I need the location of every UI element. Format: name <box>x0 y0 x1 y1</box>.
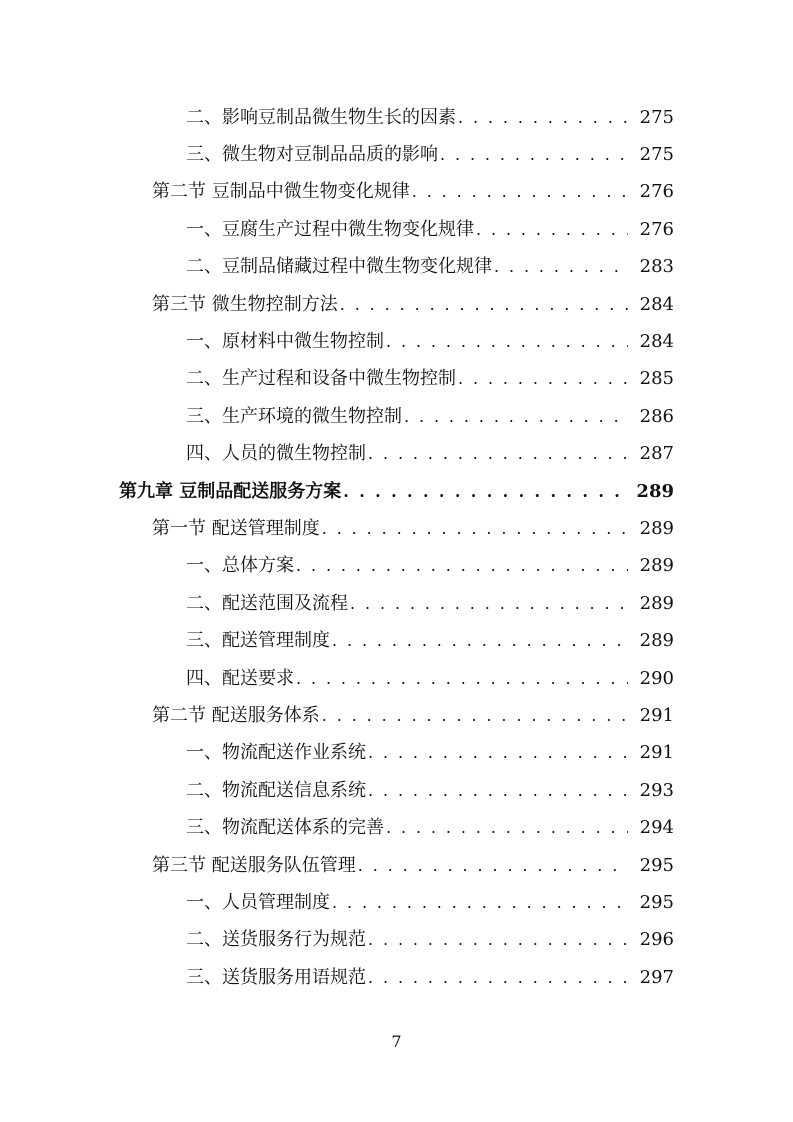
toc-entry-title: 一、豆腐生产过程中微生物变化规律 <box>186 218 474 240</box>
toc-entry-section[interactable] <box>0 847 793 884</box>
dot-leader <box>296 671 628 687</box>
toc-entry-item[interactable] <box>0 211 793 248</box>
toc-entry-title: 二、生产过程和设备中微生物控制 <box>186 368 456 390</box>
toc-entry-section[interactable] <box>0 510 793 547</box>
dot-leader <box>386 334 628 350</box>
toc-entry-item[interactable] <box>0 884 793 921</box>
toc-entry-chapter[interactable] <box>0 473 793 510</box>
dot-leader <box>476 222 628 238</box>
dot-leader <box>332 633 628 649</box>
table-of-contents <box>0 99 793 996</box>
toc-entry-title: 第二节 配送服务体系 <box>152 704 320 726</box>
toc-entry-title: 第一节 配送管理制度 <box>152 517 320 539</box>
toc-entry-item[interactable] <box>0 548 793 585</box>
toc-entry-item[interactable] <box>0 735 793 772</box>
dot-leader <box>458 371 628 387</box>
toc-entry-page: 276 <box>639 218 674 240</box>
toc-entry-title: 第二节 豆制品中微生物变化规律 <box>152 181 410 203</box>
toc-entry-item[interactable] <box>0 136 793 173</box>
toc-entry-title: 三、微生物对豆制品品质的影响 <box>186 144 438 166</box>
toc-entry-item[interactable] <box>0 249 793 286</box>
dot-leader <box>322 708 628 724</box>
toc-entry-page: 283 <box>639 256 674 278</box>
toc-entry-page: 289 <box>636 480 674 502</box>
toc-entry-title: 二、豆制品储藏过程中微生物变化规律 <box>186 256 492 278</box>
dot-leader <box>340 297 628 313</box>
toc-entry-page: 290 <box>639 667 674 689</box>
dot-leader <box>494 259 628 275</box>
toc-entry-title: 一、原材料中微生物控制 <box>186 331 384 353</box>
toc-entry-page: 284 <box>639 293 674 315</box>
toc-entry-page: 276 <box>639 181 674 203</box>
dot-leader <box>368 783 628 799</box>
dot-leader <box>322 521 628 537</box>
toc-entry-page: 296 <box>639 929 674 951</box>
toc-entry-title: 一、总体方案 <box>186 555 294 577</box>
toc-entry-item[interactable] <box>0 622 793 659</box>
toc-entry-title: 第三节 配送服务队伍管理 <box>152 854 356 876</box>
toc-entry-item[interactable] <box>0 436 793 473</box>
toc-entry-title: 二、送货服务行为规范 <box>186 929 366 951</box>
toc-entry-page: 289 <box>639 630 674 652</box>
toc-entry-item[interactable] <box>0 809 793 846</box>
toc-entry-title: 二、物流配送信息系统 <box>186 779 366 801</box>
toc-entry-section[interactable] <box>0 697 793 734</box>
dot-leader <box>458 110 628 126</box>
dot-leader <box>358 858 628 874</box>
toc-entry-page: 295 <box>639 891 674 913</box>
toc-entry-item[interactable] <box>0 398 793 435</box>
page-number: 7 <box>391 1032 402 1051</box>
dot-leader <box>350 596 628 612</box>
dot-leader <box>368 932 628 948</box>
toc-entry-page: 293 <box>639 779 674 801</box>
toc-entry-page: 284 <box>639 331 674 353</box>
dot-leader <box>343 484 628 500</box>
toc-entry-page: 275 <box>639 144 674 166</box>
toc-entry-page: 291 <box>639 742 674 764</box>
toc-entry-page: 275 <box>639 106 674 128</box>
toc-entry-item[interactable] <box>0 361 793 398</box>
toc-entry-title: 一、物流配送作业系统 <box>186 742 366 764</box>
dot-leader <box>440 147 628 163</box>
toc-entry-item[interactable] <box>0 660 793 697</box>
dot-leader <box>386 820 628 836</box>
dot-leader <box>296 558 628 574</box>
toc-entry-title: 三、配送管理制度 <box>186 630 330 652</box>
toc-entry-title: 三、生产环境的微生物控制 <box>186 405 402 427</box>
toc-entry-page: 294 <box>639 817 674 839</box>
toc-entry-item[interactable] <box>0 772 793 809</box>
toc-entry-item[interactable] <box>0 959 793 996</box>
dot-leader <box>412 184 628 200</box>
toc-entry-title: 二、影响豆制品微生物生长的因素 <box>186 106 456 128</box>
dot-leader <box>368 446 628 462</box>
toc-entry-title: 一、人员管理制度 <box>186 891 330 913</box>
dot-leader <box>368 745 628 761</box>
toc-entry-section[interactable] <box>0 174 793 211</box>
toc-entry-section[interactable] <box>0 286 793 323</box>
toc-entry-page: 295 <box>639 854 674 876</box>
toc-entry-title: 第三节 微生物控制方法 <box>152 293 338 315</box>
dot-leader <box>332 895 628 911</box>
toc-entry-page: 289 <box>639 592 674 614</box>
toc-entry-item[interactable] <box>0 99 793 136</box>
toc-entry-page: 291 <box>639 704 674 726</box>
dot-leader <box>368 970 628 986</box>
toc-entry-title: 第九章 豆制品配送服务方案 <box>119 480 342 502</box>
toc-entry-page: 285 <box>639 368 674 390</box>
toc-entry-item[interactable] <box>0 323 793 360</box>
toc-entry-title: 四、配送要求 <box>186 667 294 689</box>
toc-entry-page: 286 <box>639 405 674 427</box>
toc-entry-page: 289 <box>639 555 674 577</box>
toc-entry-item[interactable] <box>0 922 793 959</box>
toc-entry-item[interactable] <box>0 585 793 622</box>
toc-entry-page: 297 <box>639 966 674 988</box>
toc-entry-title: 三、送货服务用语规范 <box>186 966 366 988</box>
toc-entry-page: 289 <box>639 517 674 539</box>
toc-entry-page: 287 <box>639 443 674 465</box>
toc-entry-title: 四、人员的微生物控制 <box>186 443 366 465</box>
toc-entry-title: 三、物流配送体系的完善 <box>186 817 384 839</box>
toc-entry-title: 二、配送范围及流程 <box>186 592 348 614</box>
dot-leader <box>404 409 628 425</box>
